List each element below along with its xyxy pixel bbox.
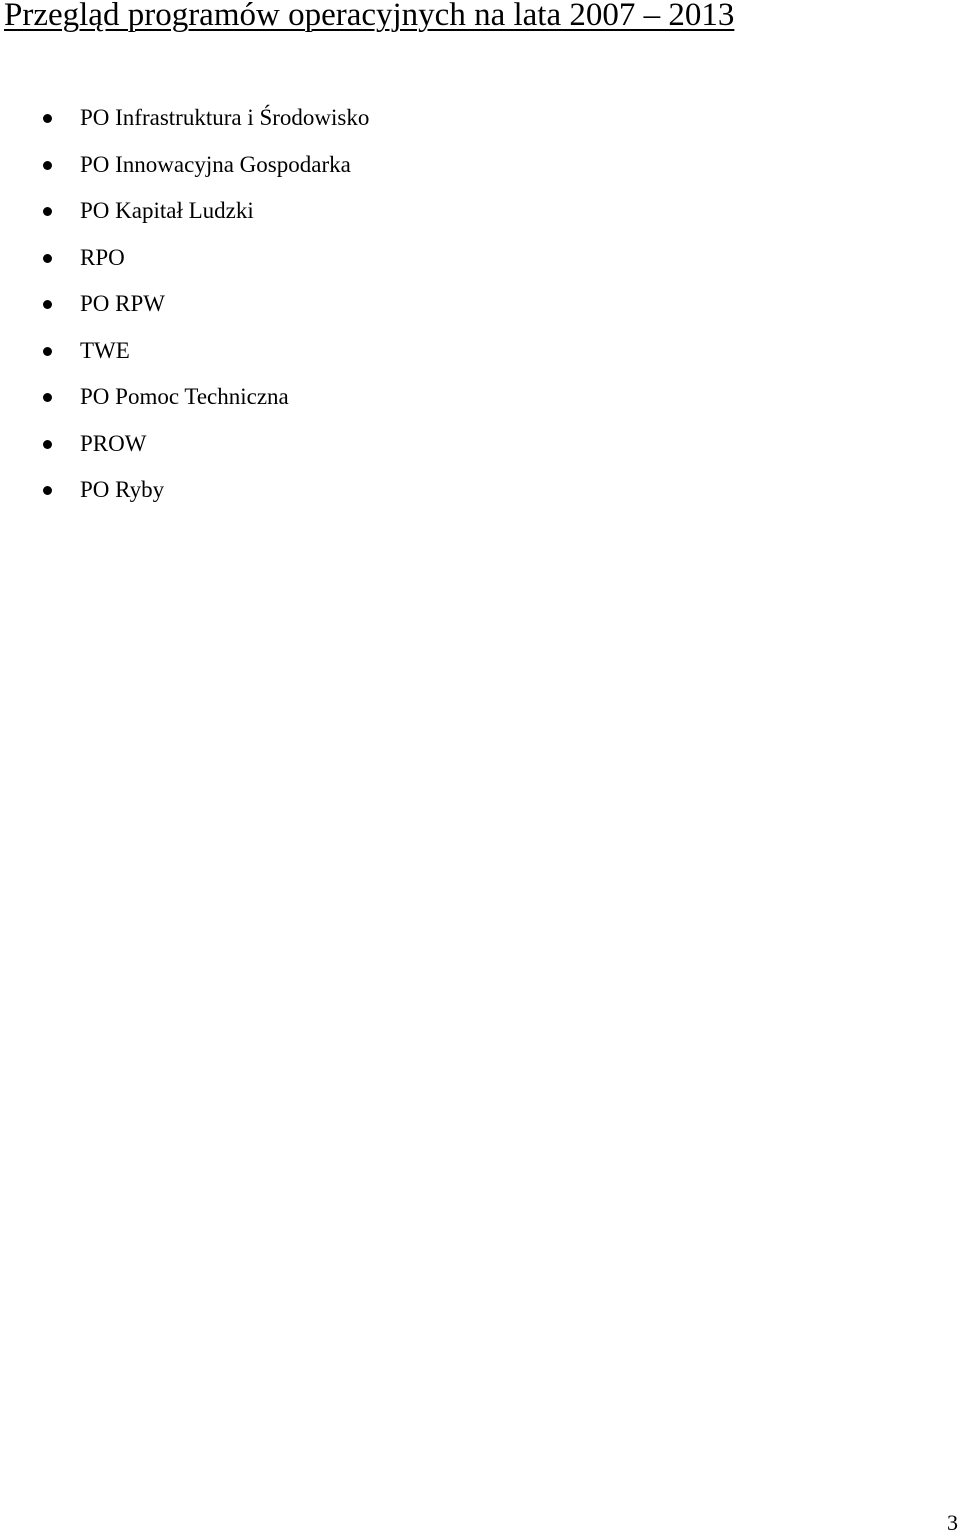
list-item-label: PO Infrastruktura i Środowisko [80,105,370,130]
bullet-icon [43,300,52,309]
list-item-label: PO Ryby [80,477,165,502]
list-item-label: PO RPW [80,291,165,316]
list-item-label: RPO [80,244,125,270]
bullet-icon [43,161,52,170]
list-item-label: PROW [80,430,147,456]
bullet-icon [43,393,52,402]
bullet-icon [43,440,52,449]
bullet-icon [43,114,52,123]
list-item-label: PO Kapitał Ludzki [80,198,254,223]
list-item-label: PO Innowacyjna Gospodarka [80,151,351,177]
list-item-label: PO Pomoc Techniczna [80,384,289,409]
bullet-icon [43,486,52,495]
bullet-icon [43,207,52,216]
bullet-icon [43,254,52,263]
page-title: Przegląd programów operacyjnych na lata 2007 – 2013 [4,0,735,33]
bullet-icon [43,347,52,356]
page-number: 3 [947,1510,958,1535]
list-item-label: TWE [80,337,130,363]
